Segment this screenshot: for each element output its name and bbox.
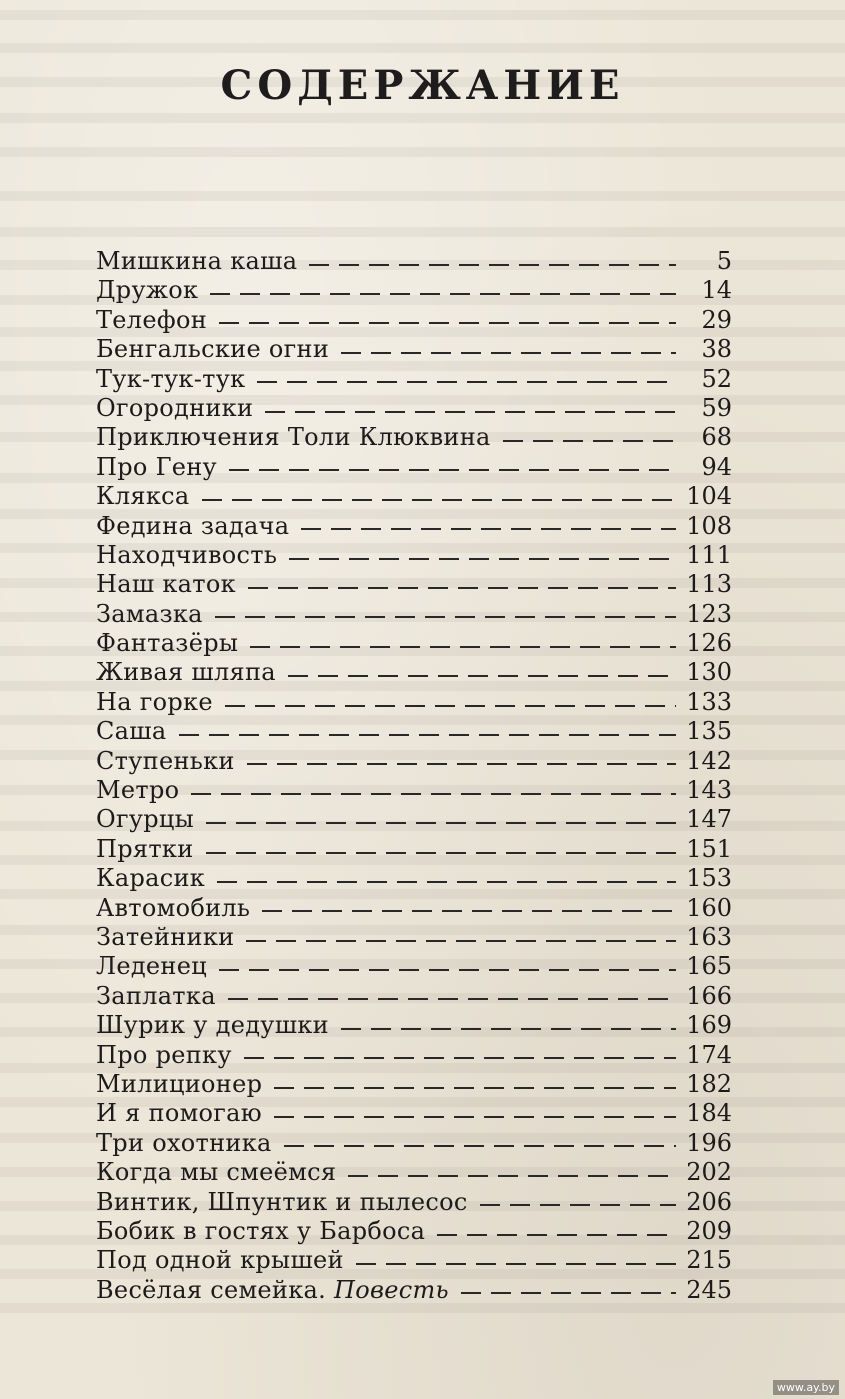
toc-entry	[96, 600, 732, 629]
toc-entry-page-number: 202	[686, 1158, 732, 1187]
toc-dash-leader	[348, 1175, 676, 1177]
toc-dash-leader	[229, 469, 676, 471]
toc-dash-leader	[202, 499, 676, 501]
toc-dash-leader	[274, 1087, 676, 1089]
toc-entry-title-text: Фантазёры	[96, 629, 239, 658]
toc-entry-page-number: 151	[686, 834, 732, 863]
toc-entry	[96, 541, 732, 570]
toc-entry-title	[96, 894, 250, 923]
toc-entry-page-number: 169	[686, 1011, 732, 1040]
toc-entry-title	[96, 453, 217, 482]
toc-dash-leader	[284, 1145, 676, 1147]
toc-entry	[96, 688, 732, 717]
toc-entry	[96, 1217, 732, 1246]
toc-entry-page-number: 126	[686, 629, 732, 658]
toc-entry	[96, 717, 732, 746]
toc-entry-title	[96, 1129, 272, 1158]
toc-dash-leader	[309, 264, 676, 266]
toc-entry	[96, 1129, 732, 1158]
toc-entry	[96, 570, 732, 599]
toc-dash-leader	[257, 381, 676, 383]
toc-entry-title	[96, 276, 198, 305]
toc-entry-title	[96, 1276, 449, 1305]
toc-entry	[96, 776, 732, 805]
toc-dash-leader	[356, 1263, 676, 1265]
toc-entry-title	[96, 776, 179, 805]
toc-entry-title-text: Телефон	[96, 305, 207, 334]
toc-entry-title-text: Про Гену	[96, 452, 217, 481]
toc-entry-title	[96, 805, 194, 834]
toc-entry-title-text: Карасик	[96, 864, 206, 893]
toc-entry-title-text: Бобик в гостях у Барбоса	[96, 1216, 426, 1245]
toc-entry-title	[96, 423, 491, 452]
toc-dash-leader	[461, 1292, 676, 1294]
toc-entry-title	[96, 600, 203, 629]
toc-entry-page-number: 142	[686, 746, 732, 775]
toc-entry	[96, 1041, 732, 1070]
toc-entry-page-number: 153	[686, 864, 732, 893]
toc-entry	[96, 365, 732, 394]
toc-entry-title	[96, 1011, 329, 1040]
toc-entry	[96, 276, 732, 305]
toc-entry	[96, 835, 732, 864]
toc-entry-title-text: Автомобиль	[96, 893, 251, 922]
toc-dash-leader	[341, 352, 676, 354]
toc-entry	[96, 1276, 732, 1305]
toc-entry-page-number: 59	[701, 393, 732, 422]
toc-entry-page-number: 182	[686, 1069, 732, 1098]
toc-dash-leader	[262, 910, 676, 912]
toc-entry-page-number: 135	[686, 717, 732, 746]
toc-entry-title	[96, 952, 207, 981]
toc-entry-title-text: Огородники	[96, 393, 254, 422]
toc-entry-title	[96, 1217, 425, 1246]
toc-entry-title	[96, 394, 253, 423]
toc-entry-title	[96, 717, 167, 746]
toc-entry-title-text: Заплатка	[96, 981, 216, 1010]
toc-dash-leader	[503, 440, 676, 442]
toc-dash-leader	[250, 646, 676, 648]
toc-entry	[96, 952, 732, 981]
toc-dash-leader	[480, 1204, 676, 1206]
toc-entry	[96, 335, 732, 364]
toc-dash-leader	[206, 822, 676, 824]
toc-entry-title-text: На горке	[96, 687, 213, 716]
toc-entry-page-number: 133	[686, 687, 732, 716]
toc-dash-leader	[247, 763, 676, 765]
toc-entry	[96, 306, 732, 335]
toc-entry-page-number: 113	[686, 570, 732, 599]
toc-entry-page-number: 160	[686, 893, 732, 922]
toc-entry-title	[96, 541, 277, 570]
toc-entry-page-number: 209	[686, 1216, 732, 1245]
toc-entry-title	[96, 570, 236, 599]
toc-entry	[96, 1246, 732, 1275]
toc-entry-page-number: 108	[686, 511, 732, 540]
toc-entry-title-text: Живая шляпа	[96, 658, 276, 687]
toc-entry-title-text: Саша	[96, 717, 167, 746]
toc-entry-title	[96, 658, 276, 687]
toc-entry	[96, 1070, 732, 1099]
toc-entry-title-text: Когда мы смеёмся	[96, 1158, 337, 1187]
toc-entry-title	[96, 982, 216, 1011]
toc-entry-title-text: Винтик, Шпунтик и пылесос	[96, 1187, 468, 1216]
toc-entry-title	[96, 835, 194, 864]
toc-entry-title-text: Ступеньки	[96, 746, 235, 775]
toc-entry-title	[96, 864, 205, 893]
toc-entry	[96, 1188, 732, 1217]
toc-entry-title-text: Дружок	[96, 276, 199, 305]
toc-entry-page-number: 184	[686, 1099, 732, 1128]
toc-entry-page-number: 38	[701, 335, 732, 364]
toc-dash-leader	[341, 1028, 676, 1030]
toc-entry-title-text: Клякса	[96, 482, 190, 511]
toc-entry	[96, 423, 732, 452]
toc-entry-title-text: Весёлая семейка.	[96, 1275, 327, 1304]
toc-entry	[96, 629, 732, 658]
toc-entry-title-text: Находчивость	[96, 540, 278, 569]
toc-entry	[96, 805, 732, 834]
toc-entry-subtitle: Повесть	[334, 1275, 449, 1304]
toc-entry-title-text: Мишкина каша	[96, 247, 298, 275]
toc-entry-title-text: Про репку	[96, 1040, 232, 1069]
toc-entry	[96, 923, 732, 952]
toc-entry-page-number: 52	[701, 364, 732, 393]
toc-entry-page-number: 104	[686, 482, 732, 511]
toc-entry-title-text: Приключения Толи Клюквина	[96, 423, 491, 452]
toc-dash-leader	[210, 293, 676, 295]
toc-entry-title-text: Замазка	[96, 599, 203, 628]
toc-entry-title-text: Шурик у дедушки	[96, 1011, 329, 1040]
toc-entry-page-number: 147	[686, 805, 732, 834]
toc-entry-page-number: 245	[686, 1275, 732, 1304]
toc-entry-title	[96, 688, 213, 717]
toc-entry-page-number: 174	[686, 1040, 732, 1069]
toc-dash-leader	[265, 411, 676, 413]
toc-entry-title-text: И я помогаю	[96, 1099, 262, 1128]
toc-entry-page-number: 14	[701, 276, 732, 305]
toc-entry-page-number: 206	[686, 1187, 732, 1216]
toc-entry-page-number: 163	[686, 922, 732, 951]
toc-dash-leader	[437, 1234, 676, 1236]
toc-dash-leader	[191, 793, 676, 795]
toc-entry-title	[96, 247, 297, 276]
toc-dash-leader	[217, 881, 676, 883]
toc-entry-title-text: Прятки	[96, 834, 194, 863]
toc-dash-leader	[246, 940, 676, 942]
toc-entry-page-number: 166	[686, 981, 732, 1010]
toc-entry-page-number: 5	[716, 247, 732, 275]
toc-entry	[96, 1011, 732, 1040]
toc-entry-title	[96, 923, 234, 952]
toc-entry-title	[96, 747, 235, 776]
toc-dash-leader	[244, 1057, 676, 1059]
toc-dash-leader	[179, 734, 677, 736]
toc-entry-title-text: Федина задача	[96, 511, 290, 540]
toc-dash-leader	[225, 705, 676, 707]
toc-entry	[96, 894, 732, 923]
toc-entry-title	[96, 306, 207, 335]
toc-entry	[96, 482, 732, 511]
toc-entry	[96, 394, 732, 423]
toc-entry-page-number: 29	[701, 305, 732, 334]
toc-entry-page-number: 123	[686, 599, 732, 628]
toc-entry-title-text: Под одной крышей	[96, 1246, 344, 1275]
toc-dash-leader	[274, 1116, 676, 1118]
toc-entry	[96, 1158, 732, 1187]
toc-entry-title-text: Тук-тук-тук	[96, 364, 246, 393]
toc-entry-page-number: 215	[686, 1246, 732, 1275]
toc-entry-page-number: 68	[701, 423, 732, 452]
toc-entry-page-number: 111	[686, 540, 732, 569]
toc-entry-title-text: Наш каток	[96, 570, 236, 599]
toc-entry-title	[96, 512, 289, 541]
toc-entry	[96, 747, 732, 776]
toc-entry	[96, 453, 732, 482]
toc-entry	[96, 247, 732, 276]
toc-dash-leader	[219, 969, 676, 971]
toc-entry-title-text: Леденец	[96, 952, 207, 981]
toc-entry-title-text: Бенгальские огни	[96, 335, 330, 364]
toc-entry-title-text: Метро	[96, 776, 180, 805]
page-title: СОДЕРЖАНИЕ	[220, 62, 625, 109]
toc-dash-leader	[206, 852, 676, 854]
toc-dash-leader	[219, 322, 676, 324]
toc-entry-title	[96, 1188, 468, 1217]
watermark: www.ay.by	[773, 1380, 839, 1395]
toc-dash-leader	[215, 616, 676, 618]
toc-entry-title	[96, 1246, 344, 1275]
toc-entry-title	[96, 1070, 262, 1099]
toc-entry-title	[96, 629, 238, 658]
toc-entry	[96, 658, 732, 687]
toc-entry	[96, 864, 732, 893]
toc-entry	[96, 1099, 732, 1128]
toc-entry-title-text: Три охотника	[96, 1128, 272, 1157]
toc-dash-leader	[248, 587, 676, 589]
toc-entry-title-text: Огурцы	[96, 805, 195, 834]
toc-dash-leader	[289, 558, 676, 560]
toc-entry-title	[96, 1099, 262, 1128]
toc-dash-leader	[228, 998, 676, 1000]
toc-entry-title	[96, 1041, 232, 1070]
toc-entry-page-number: 165	[686, 952, 732, 981]
toc-entry-page-number: 94	[701, 452, 732, 481]
toc-entry-page-number: 196	[686, 1128, 732, 1157]
toc-entry-page-number: 130	[686, 658, 732, 687]
toc-entry-title	[96, 365, 245, 394]
toc-entry	[96, 982, 732, 1011]
toc-entry-title-text: Милиционер	[96, 1069, 263, 1098]
toc-entry-title	[96, 482, 190, 511]
toc-entry-title	[96, 1158, 336, 1187]
toc-entry-title-text: Затейники	[96, 922, 235, 951]
toc-entry-title	[96, 335, 329, 364]
toc-entry-page-number: 143	[686, 776, 732, 805]
toc-dash-leader	[288, 675, 676, 677]
table-of-contents	[96, 247, 732, 1305]
toc-dash-leader	[301, 528, 676, 530]
toc-entry	[96, 512, 732, 541]
